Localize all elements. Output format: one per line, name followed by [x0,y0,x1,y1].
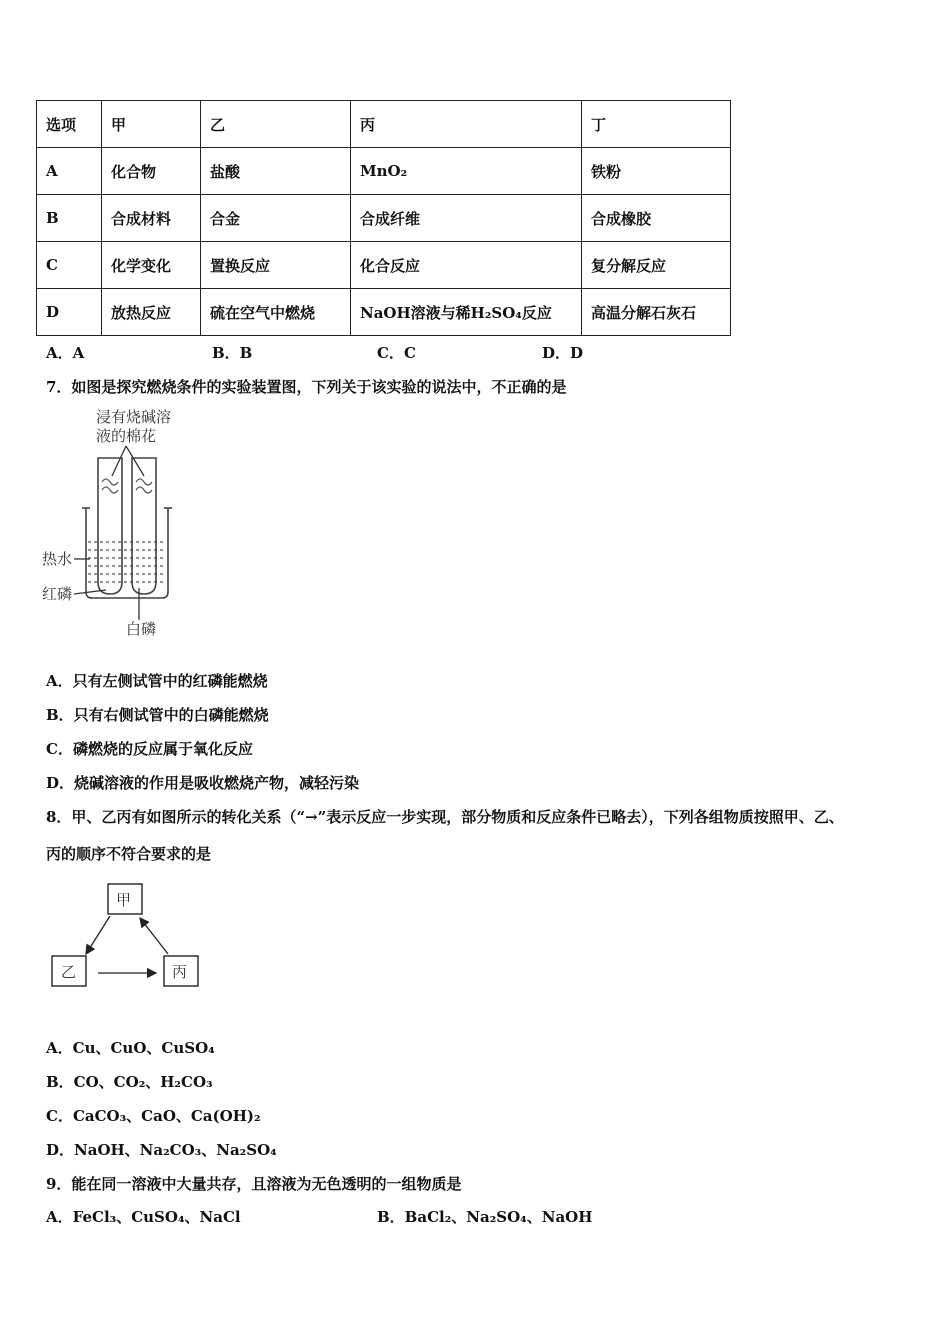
table-cell: 合成纤维 [351,195,582,242]
table-row [37,289,731,336]
table-cell: 放热反应 [102,289,201,336]
arrow-bing-to-jia [140,918,168,954]
q9-stem: 9．能在同一溶液中大量共存，且溶液为无色透明的一组物质是 [46,1175,462,1193]
table-cell: 合成材料 [102,195,201,242]
table-row [37,242,731,289]
q7-stem: 7．如图是探究燃烧条件的实验装置图，下列关于该实验的说法中，不正确的是 [46,378,567,396]
table-cell: 置换反应 [201,242,351,289]
table-cell: 合金 [201,195,351,242]
q6-option-d[interactable]: D．D [542,344,584,362]
table-row [37,148,731,195]
table-cell: 化学变化 [102,242,201,289]
table-header-cell: 丁 [582,101,731,148]
q9-option-a[interactable]: A．FeCl₃、CuSO₄、NaCl [46,1208,241,1226]
box-jia-label: 甲 [116,891,132,909]
q8-stem-line2: 丙的顺序不符合要求的是 [46,845,212,863]
q7-option-b[interactable]: B．只有右侧试管中的白磷能燃烧 [46,706,269,724]
table-header-cell: 选项 [37,101,102,148]
label-hot-water: 热水 [42,550,73,568]
table-cell: 复分解反应 [582,242,731,289]
table-header-cell: 乙 [201,101,351,148]
q7-option-c[interactable]: C．磷燃烧的反应属于氧化反应 [46,740,253,758]
table-cell: B [37,195,102,242]
q6-options-table [36,100,731,336]
q7-option-a[interactable]: A．只有左侧试管中的红磷能燃烧 [46,672,268,690]
q7-option-d[interactable]: D．烧碱溶液的作用是吸收燃烧产物，减轻污染 [46,774,360,792]
label-cotton-line2: 液的棉花 [96,427,157,445]
table-cell: 硫在空气中燃烧 [201,289,351,336]
table-cell: 化合物 [102,148,201,195]
table-row [37,195,731,242]
q6-option-a[interactable]: A．A [46,344,85,362]
q7-apparatus-figure [40,402,210,642]
q8-conversion-diagram [46,876,206,996]
table-cell: 合成橡胶 [582,195,731,242]
table-header-cell: 甲 [102,101,201,148]
q6-option-b[interactable]: B．B [212,344,253,362]
cotton-arrows [112,446,144,476]
q8-option-b[interactable]: B．CO、CO₂、H₂CO₃ [46,1073,213,1091]
box-bing-label: 丙 [172,963,188,981]
table-cell: 盐酸 [201,148,351,195]
beaker [82,508,172,598]
table-header-row [37,101,731,148]
table-cell: D [37,289,102,336]
label-cotton-line1: 浸有烧碱溶 [96,408,172,426]
q8-option-a[interactable]: A．Cu、CuO、CuSO₄ [46,1039,215,1057]
q9-option-b[interactable]: B．BaCl₂、Na₂SO₄、NaOH [377,1208,593,1226]
table-cell: A [37,148,102,195]
arrow-jia-to-yi [86,916,110,954]
table-cell: 化合反应 [351,242,582,289]
q8-option-d[interactable]: D．NaOH、Na₂CO₃、Na₂SO₄ [46,1141,277,1159]
q6-option-c[interactable]: C．C [377,344,416,362]
table-header-cell: 丙 [351,101,582,148]
table-cell: MnO₂ [351,148,582,195]
cotton-plugs [102,479,152,493]
table-cell: C [37,242,102,289]
table-cell: 高温分解石灰石 [582,289,731,336]
label-white-phosphorus: 白磷 [126,620,157,638]
box-yi-label: 乙 [61,963,77,981]
label-red-phosphorus: 红磷 [42,585,73,603]
q8-stem-line1: 8．甲、乙丙有如图所示的转化关系（“→”表示反应一步实现，部分物质和反应条件已略去），下列各组物质按照甲、乙、 [46,808,844,826]
q8-option-c[interactable]: C．CaCO₃、CaO、Ca(OH)₂ [46,1107,261,1125]
hot-water-hatching [88,542,166,582]
table-cell: NaOH溶液与稀H₂SO₄反应 [351,289,582,336]
table-cell: 铁粉 [582,148,731,195]
